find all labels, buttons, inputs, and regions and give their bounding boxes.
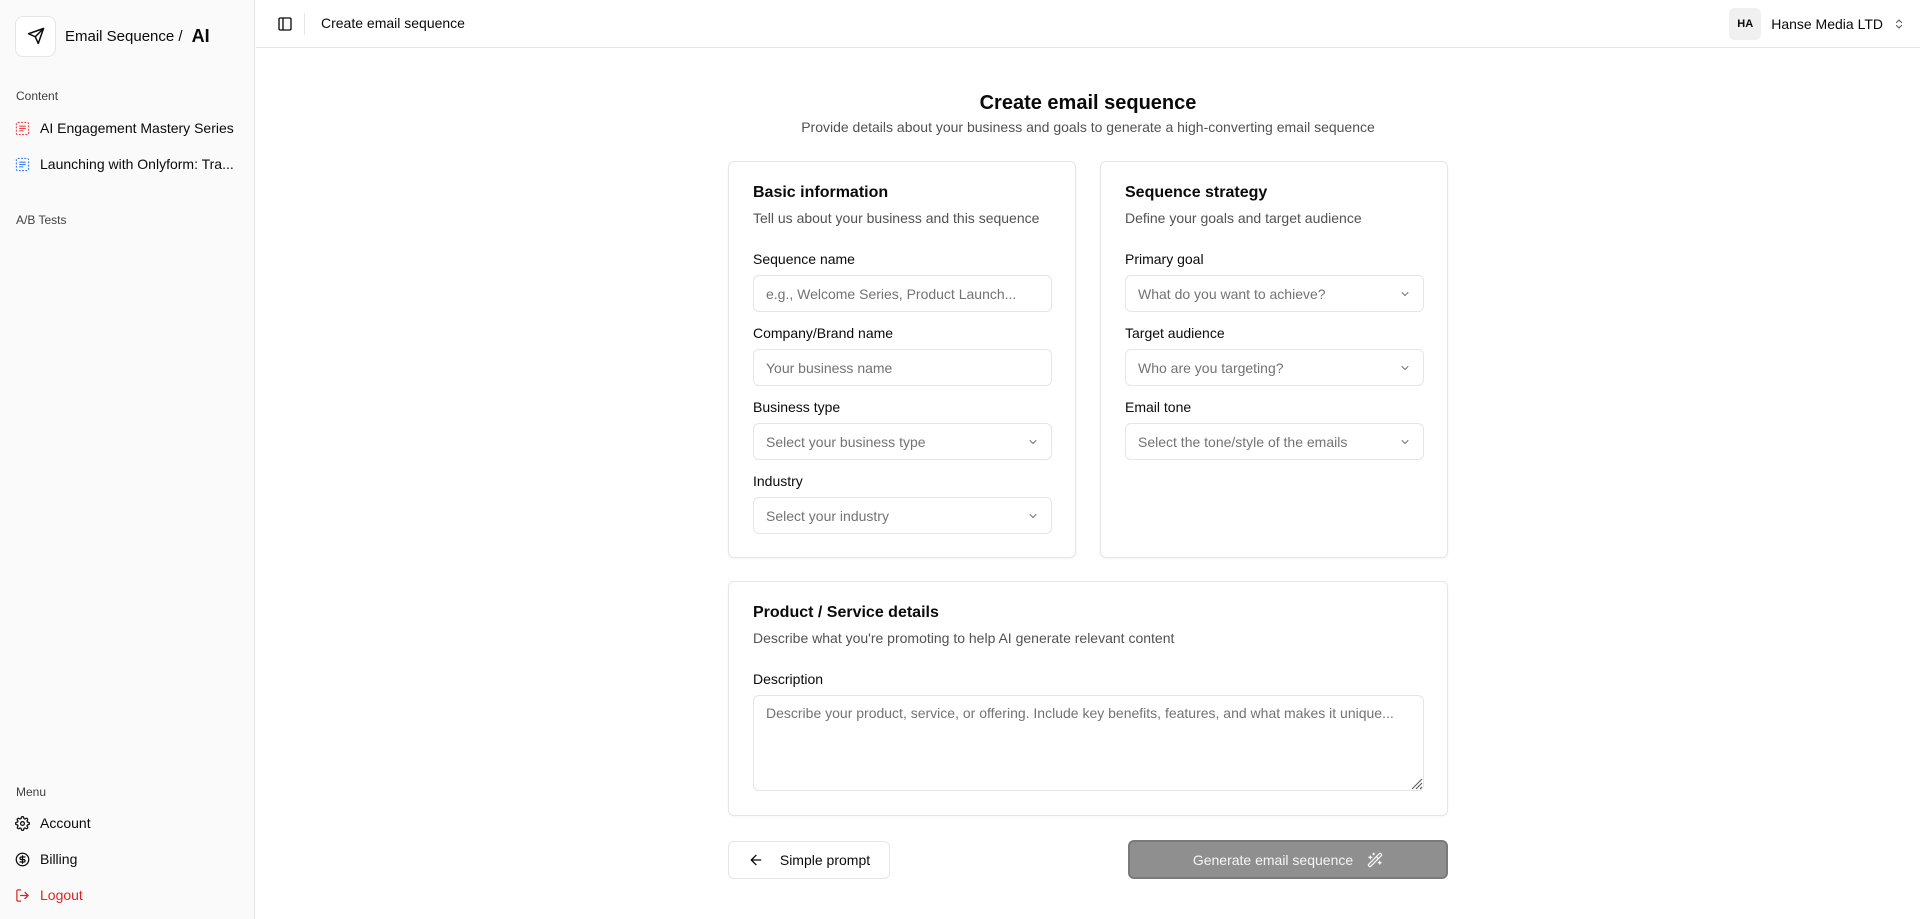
simple-prompt-button[interactable] — [728, 841, 890, 879]
menu-item-label: Logout — [40, 887, 83, 903]
industry-select[interactable] — [753, 497, 1052, 534]
generate-email-sequence-button[interactable] — [1128, 840, 1448, 879]
header-divider — [304, 13, 305, 35]
panel-left-icon — [277, 16, 293, 32]
sidebar-item-account[interactable] — [15, 809, 91, 837]
primary-goal-select[interactable] — [1125, 275, 1424, 312]
company-name-input[interactable] — [753, 349, 1052, 386]
arrow-left-icon — [748, 852, 764, 868]
chevrons-up-down-icon — [1893, 17, 1905, 31]
document-icon — [15, 157, 30, 172]
page-subtitle: Provide details about your business and goals to generate a high-converting email sequence — [801, 119, 1375, 135]
menu-section-label: Menu — [16, 785, 47, 799]
select-placeholder: Select your industry — [766, 507, 889, 524]
email-tone-select[interactable] — [1125, 423, 1424, 460]
select-placeholder: Who are you targeting? — [1138, 359, 1284, 376]
card-title: Product / Service details — [753, 604, 939, 621]
industry-label: Industry — [753, 473, 803, 489]
description-label: Description — [753, 671, 824, 687]
target-audience-select[interactable] — [1125, 349, 1424, 386]
chevron-down-icon — [1399, 362, 1411, 374]
top-header — [256, 0, 1920, 48]
chevron-down-icon — [1399, 288, 1411, 300]
chevron-down-icon — [1399, 436, 1411, 448]
sidebar-item-logout[interactable] — [15, 881, 83, 909]
brand[interactable] — [15, 15, 210, 57]
product-details-card — [728, 581, 1448, 816]
card-description: Tell us about your business and this sequence — [753, 210, 1040, 226]
chevron-down-icon — [1027, 510, 1039, 522]
resize-handle-icon[interactable] — [1411, 778, 1423, 790]
primary-goal-label: Primary goal — [1125, 251, 1204, 267]
card-title: Basic information — [753, 184, 889, 201]
menu-item-label: Account — [40, 815, 91, 831]
magic-wand-icon — [1367, 852, 1383, 868]
chevron-down-icon — [1027, 436, 1039, 448]
document-icon — [15, 121, 30, 136]
dollar-icon — [15, 852, 30, 867]
sequence-name-input[interactable] — [753, 275, 1052, 312]
sidebar-toggle-button[interactable] — [275, 14, 295, 34]
company-name-label: Company/Brand name — [753, 325, 894, 341]
logout-icon — [15, 888, 30, 903]
select-placeholder: Select the tone/style of the emails — [1138, 433, 1348, 450]
sidebar-item-label: AI Engagement Mastery Series — [40, 120, 234, 136]
basic-information-card — [728, 161, 1076, 558]
sidebar-item-label: Launching with Onlyform: Tra... — [40, 156, 234, 172]
sidebar-item-billing[interactable] — [15, 845, 77, 873]
sequence-name-label: Sequence name — [753, 251, 855, 267]
business-type-label: Business type — [753, 399, 841, 415]
select-placeholder: Select your business type — [766, 433, 926, 450]
sidebar — [0, 0, 255, 919]
email-tone-label: Email tone — [1125, 399, 1192, 415]
menu-item-label: Billing — [40, 851, 78, 867]
org-avatar: HA — [1729, 8, 1761, 40]
content-section-label: Content — [16, 89, 59, 103]
gear-icon — [15, 816, 30, 831]
target-audience-label: Target audience — [1125, 325, 1225, 341]
select-placeholder: What do you want to achieve? — [1138, 285, 1326, 302]
card-description: Describe what you're promoting to help AI generate relevant content — [753, 630, 1175, 646]
card-title: Sequence strategy — [1125, 184, 1268, 201]
button-label: Generate email sequence — [1192, 851, 1354, 868]
sidebar-item-sequence-1[interactable] — [15, 113, 245, 143]
paper-plane-icon — [15, 16, 56, 57]
org-name: Hanse Media LTD — [1771, 16, 1883, 32]
ab-tests-section-label[interactable]: A/B Tests — [16, 213, 67, 227]
sidebar-item-sequence-2[interactable] — [15, 149, 245, 179]
button-label: Simple prompt — [779, 852, 871, 868]
page-title: Create email sequence — [979, 92, 1197, 114]
business-type-select[interactable] — [753, 423, 1052, 460]
org-switcher[interactable] — [1729, 8, 1905, 40]
brand-ai: AI — [191, 25, 210, 46]
description-textarea[interactable] — [753, 695, 1424, 791]
sequence-strategy-card — [1100, 161, 1448, 558]
header-title: Create email sequence — [321, 15, 465, 31]
brand-name: Email Sequence / — [65, 27, 183, 45]
card-description: Define your goals and target audience — [1125, 210, 1362, 226]
